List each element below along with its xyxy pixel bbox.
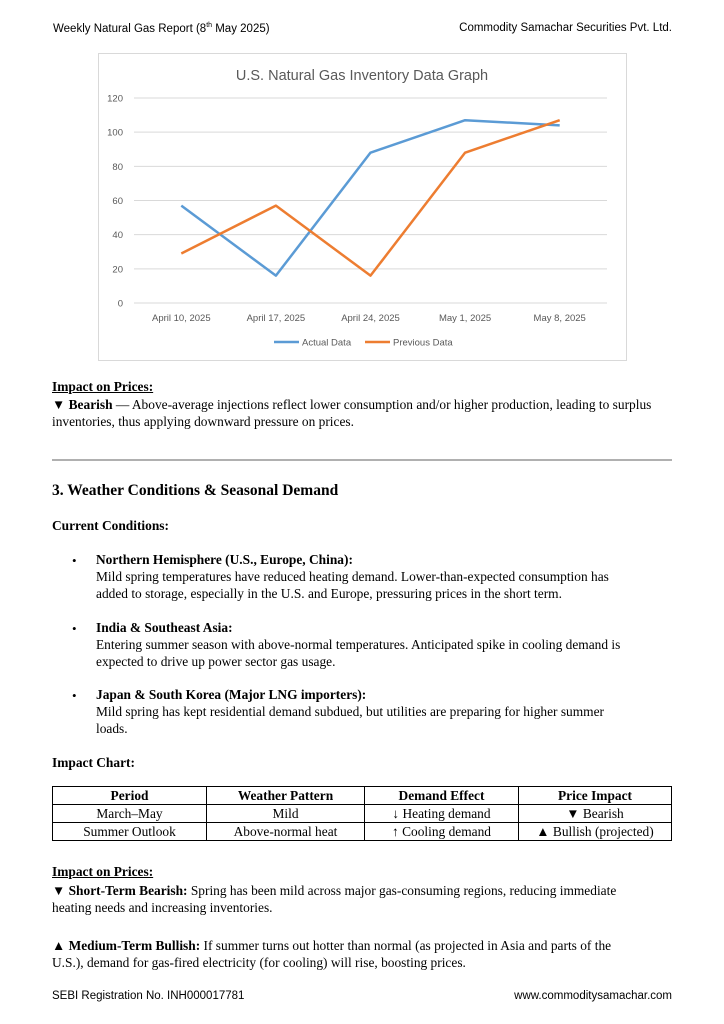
medium-term-line: U.S.), demand for gas-fired electricity (for cooling) will rise, boosting prices. — [52, 955, 466, 970]
table-cell: Mild — [207, 805, 365, 823]
x-tick-label: May 1, 2025 — [438, 313, 492, 324]
table-cell: ↓ Heating demand — [365, 805, 519, 823]
impact-bearish-paragraph — [52, 396, 677, 430]
y-tick-label: 40 — [112, 230, 123, 242]
list-item-line: Entering summer season with above-normal temperatures. Anticipated spike in cooling demand is — [96, 637, 621, 652]
section-title: 3. Weather Conditions & Seasonal Demand — [52, 482, 339, 499]
table-row — [53, 805, 672, 823]
table-cell: ▲ Bullish (projected) — [519, 823, 672, 841]
list-item-line: added to storage, especially in the U.S. and Europe, pressuring prices in the short term. — [96, 586, 562, 601]
website-link[interactable]: www.commoditysamachar.com — [514, 990, 672, 1002]
bullet-dot: • — [72, 553, 77, 568]
y-tick-label: 100 — [107, 127, 123, 139]
list-item-title: Japan & South Korea (Major LNG importers): — [96, 687, 367, 702]
inventory-chart-svg — [99, 54, 626, 360]
list-item-line: loads. — [96, 721, 128, 736]
medium-term-label: ▲ Medium-Term Bullish: — [52, 938, 201, 953]
bearish-text: — Above-average injections reflect lower consumption and/or higher production, leading to surplus inventories, thus applying downward pressure on prices. — [52, 397, 652, 429]
company-name: Commodity Samachar Securities Pvt. Ltd. — [459, 22, 672, 34]
chart-title: U.S. Natural Gas Inventory Data Graph — [235, 68, 489, 84]
table-header-row — [53, 787, 672, 805]
y-tick-label: 60 — [112, 196, 123, 207]
bullet-dot: • — [72, 621, 77, 636]
legend-label: Actual Data — [302, 337, 352, 349]
x-tick-label: April 10, 2025 — [151, 313, 211, 324]
table-header-cell: Period — [53, 787, 207, 805]
current-conditions-heading: Current Conditions: — [52, 518, 169, 533]
table-cell: Above-normal heat — [207, 823, 365, 841]
section-divider — [52, 459, 672, 461]
impact-heading-2: Impact on Prices: — [52, 864, 154, 879]
list-item-line: Mild spring temperatures have reduced heating demand. Lower-than-expected consumption has — [96, 569, 609, 584]
impact-chart-heading: Impact Chart: — [52, 755, 135, 770]
table-header-cell: Price Impact — [519, 787, 672, 805]
bearish-symbol: ▼ — [52, 397, 66, 412]
short-term-line: heating needs and increasing inventories. — [52, 900, 273, 915]
report-title: Weekly Natural Gas Report (8th May 2025) — [53, 22, 270, 35]
legend-label: Previous Data — [393, 337, 453, 349]
list-item-title: Northern Hemisphere (U.S., Europe, China): — [96, 552, 353, 567]
series-line-actual — [181, 120, 559, 275]
medium-term-line: ▲ Medium-Term Bullish: If summer turns out hotter than normal (as projected in Asia and parts of the — [52, 938, 612, 953]
table-cell: March–May — [53, 805, 207, 823]
list-item-line: expected to drive up power sector gas usage. — [96, 654, 336, 669]
y-tick-label: 0 — [117, 298, 123, 310]
impact-heading: Impact on Prices: — [52, 379, 154, 394]
bullet-dot: • — [72, 688, 77, 703]
y-tick-label: 80 — [112, 161, 123, 173]
inventory-chart — [98, 53, 627, 361]
list-item-title: India & Southeast Asia: — [96, 620, 233, 635]
table-cell: Summer Outlook — [53, 823, 207, 841]
x-tick-label: May 8, 2025 — [533, 313, 586, 324]
table-cell: ▼ Bearish — [519, 805, 672, 823]
table-row — [53, 823, 672, 841]
x-tick-label: April 17, 2025 — [246, 313, 306, 324]
y-tick-label: 120 — [107, 93, 123, 105]
bearish-label: Bearish — [68, 397, 113, 412]
sebi-registration: SEBI Registration No. INH000017781 — [52, 990, 245, 1002]
x-tick-label: April 24, 2025 — [341, 313, 400, 324]
impact-table — [52, 786, 672, 841]
short-term-label: ▼ Short-Term Bearish: — [52, 883, 188, 898]
table-header-cell: Weather Pattern — [207, 787, 365, 805]
table-cell: ↑ Cooling demand — [365, 823, 519, 841]
list-item-line: Mild spring has kept residential demand subdued, but utilities are preparing for higher summer — [96, 704, 604, 719]
short-term-line: ▼ Short-Term Bearish: Spring has been mild across major gas-consuming regions, reducing immediate — [52, 883, 617, 898]
y-tick-label: 20 — [112, 264, 123, 276]
table-header-cell: Demand Effect — [365, 787, 519, 805]
series-line-previous — [181, 120, 559, 275]
